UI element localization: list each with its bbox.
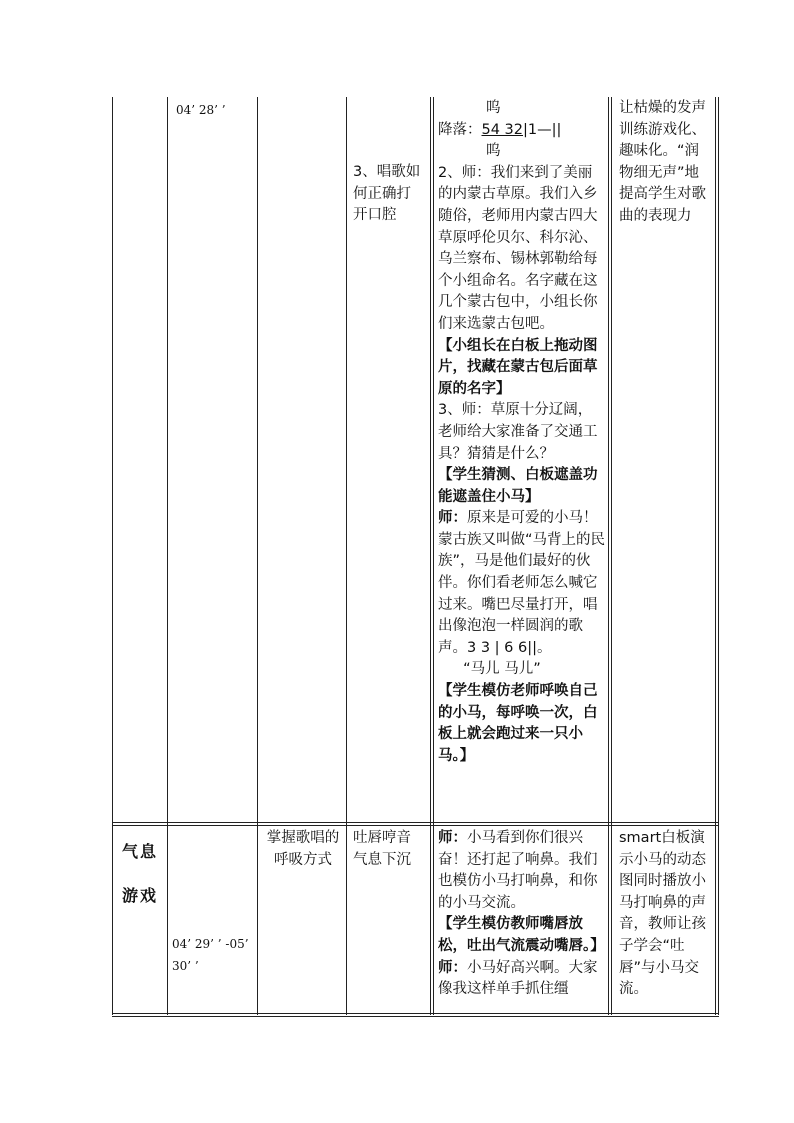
- activity-call-line: “马儿 马儿”: [463, 661, 541, 678]
- row2-notes-text: smart白板演示小马的动态图同时播放小马打响鼻的声音，教师让孩子学会“吐唇”与小马交流。: [619, 830, 706, 998]
- row1-method: [353, 162, 425, 227]
- row2-stage: [114, 830, 166, 918]
- activity-paragraph-2: 2、师：我们来到了美丽的内蒙古草原。我们入乡随俗，老师用内蒙古四大草原呼伦贝尔、科尔沁、乌兰察布、锡林郭勒给每个小组命名。名字藏在这几个蒙古包中，小组长你们来选蒙古包吧。: [438, 164, 598, 332]
- row2-method-text: 吐唇哼音气息下沉: [353, 830, 411, 868]
- table-border-right-b: [718, 97, 719, 1015]
- descend-notes-end: |1—||: [523, 121, 562, 138]
- row1-notes-text: 让枯燥的发声训练游戏化、趣味化。“润物细无声”地提高学生对歌曲的表现力: [619, 100, 706, 224]
- activity-instruction-1: 【小组长在白板上拖动图片，找藏在蒙古包后面草原的名字】: [438, 337, 598, 397]
- row-separator: [112, 822, 719, 823]
- row2-teacher-label-1: 师：: [438, 830, 467, 846]
- table-border-left: [112, 97, 113, 1015]
- table-border-bottom-b: [112, 1016, 719, 1017]
- table-divider-5: [608, 97, 609, 1015]
- table-divider-4: [430, 97, 431, 1015]
- row2-activity-instruction: 【学生模仿教师嘴唇放松，吐出气流震动嘴唇。】: [438, 916, 605, 954]
- row2-time: [172, 934, 256, 977]
- table-divider-3: [346, 97, 347, 1015]
- row2-teacher-speech-1: 小马看到你们很兴奋！还打起了响鼻。我们也模仿小马打响鼻，和你的小马交流。: [438, 830, 598, 911]
- activity-paragraph-3: 3、师：草原十分辽阔，老师给大家准备了交通工具？猜猜是什么？: [438, 402, 598, 462]
- row2-goal-text: 掌握歌唱的呼吸方式: [266, 830, 340, 868]
- row-separator-b: [112, 825, 719, 826]
- stage-line-2: 游戏: [121, 886, 158, 905]
- row2-activity: [438, 828, 606, 1012]
- row1-time: [176, 100, 258, 122]
- table-divider-1: [167, 97, 168, 1015]
- activity-instruction-2: 【学生猜测、白板遮盖功能遮盖住小马】: [438, 467, 598, 505]
- row1-time-text: 04’ 28’ ’: [176, 103, 226, 117]
- row2-activity-paragraph-1: [438, 828, 606, 914]
- table-border-bottom: [112, 1013, 719, 1014]
- descend-notes-underlined: 54 32: [481, 121, 524, 138]
- teacher-speech: 原来是可爱的小马！蒙古族又叫做“马背上的民族”，马是他们最好的伙伴。你们看老师怎么喊它过来。嘴巴尽量打开，唱出像泡泡一样圆润的歌声。3 3 | 6 6||。: [438, 510, 606, 656]
- row2-method: [353, 828, 425, 871]
- table-divider-4b: [433, 97, 434, 1015]
- activity-paragraph-teacher: [438, 508, 606, 659]
- activity-line-wu-2: 呜: [486, 143, 501, 160]
- row2-time-text: 04’ 29’ ’ -05’ 30’ ’: [172, 937, 249, 973]
- teacher-label: 师：: [438, 510, 467, 527]
- row2-goal: [264, 828, 342, 871]
- activity-instruction-3: 【学生模仿老师呼唤自己的小马，每呼唤一次，白板上就会跑过来一只小马。】: [438, 683, 598, 764]
- descend-label: 降落：: [438, 121, 482, 138]
- row1-method-text: 3、唱歌如何正确打开口腔: [353, 164, 421, 224]
- row2-teacher-speech-2: 小马好高兴啊。大家像我这样单手抓住缰: [438, 959, 598, 998]
- row1-activity: [438, 98, 606, 767]
- stage-line-1: 气息: [121, 842, 158, 861]
- table-border-right: [715, 97, 716, 1015]
- row2-notes: [619, 828, 713, 1001]
- activity-line-descend: [438, 120, 606, 142]
- activity-line-wu-1: 呜: [486, 100, 501, 116]
- row1-notes: [619, 98, 713, 228]
- table-divider-5b: [611, 97, 612, 1015]
- table-divider-2: [257, 97, 258, 1015]
- row2-teacher-label-2: 师：: [438, 959, 467, 976]
- row2-activity-paragraph-2: [438, 958, 606, 1001]
